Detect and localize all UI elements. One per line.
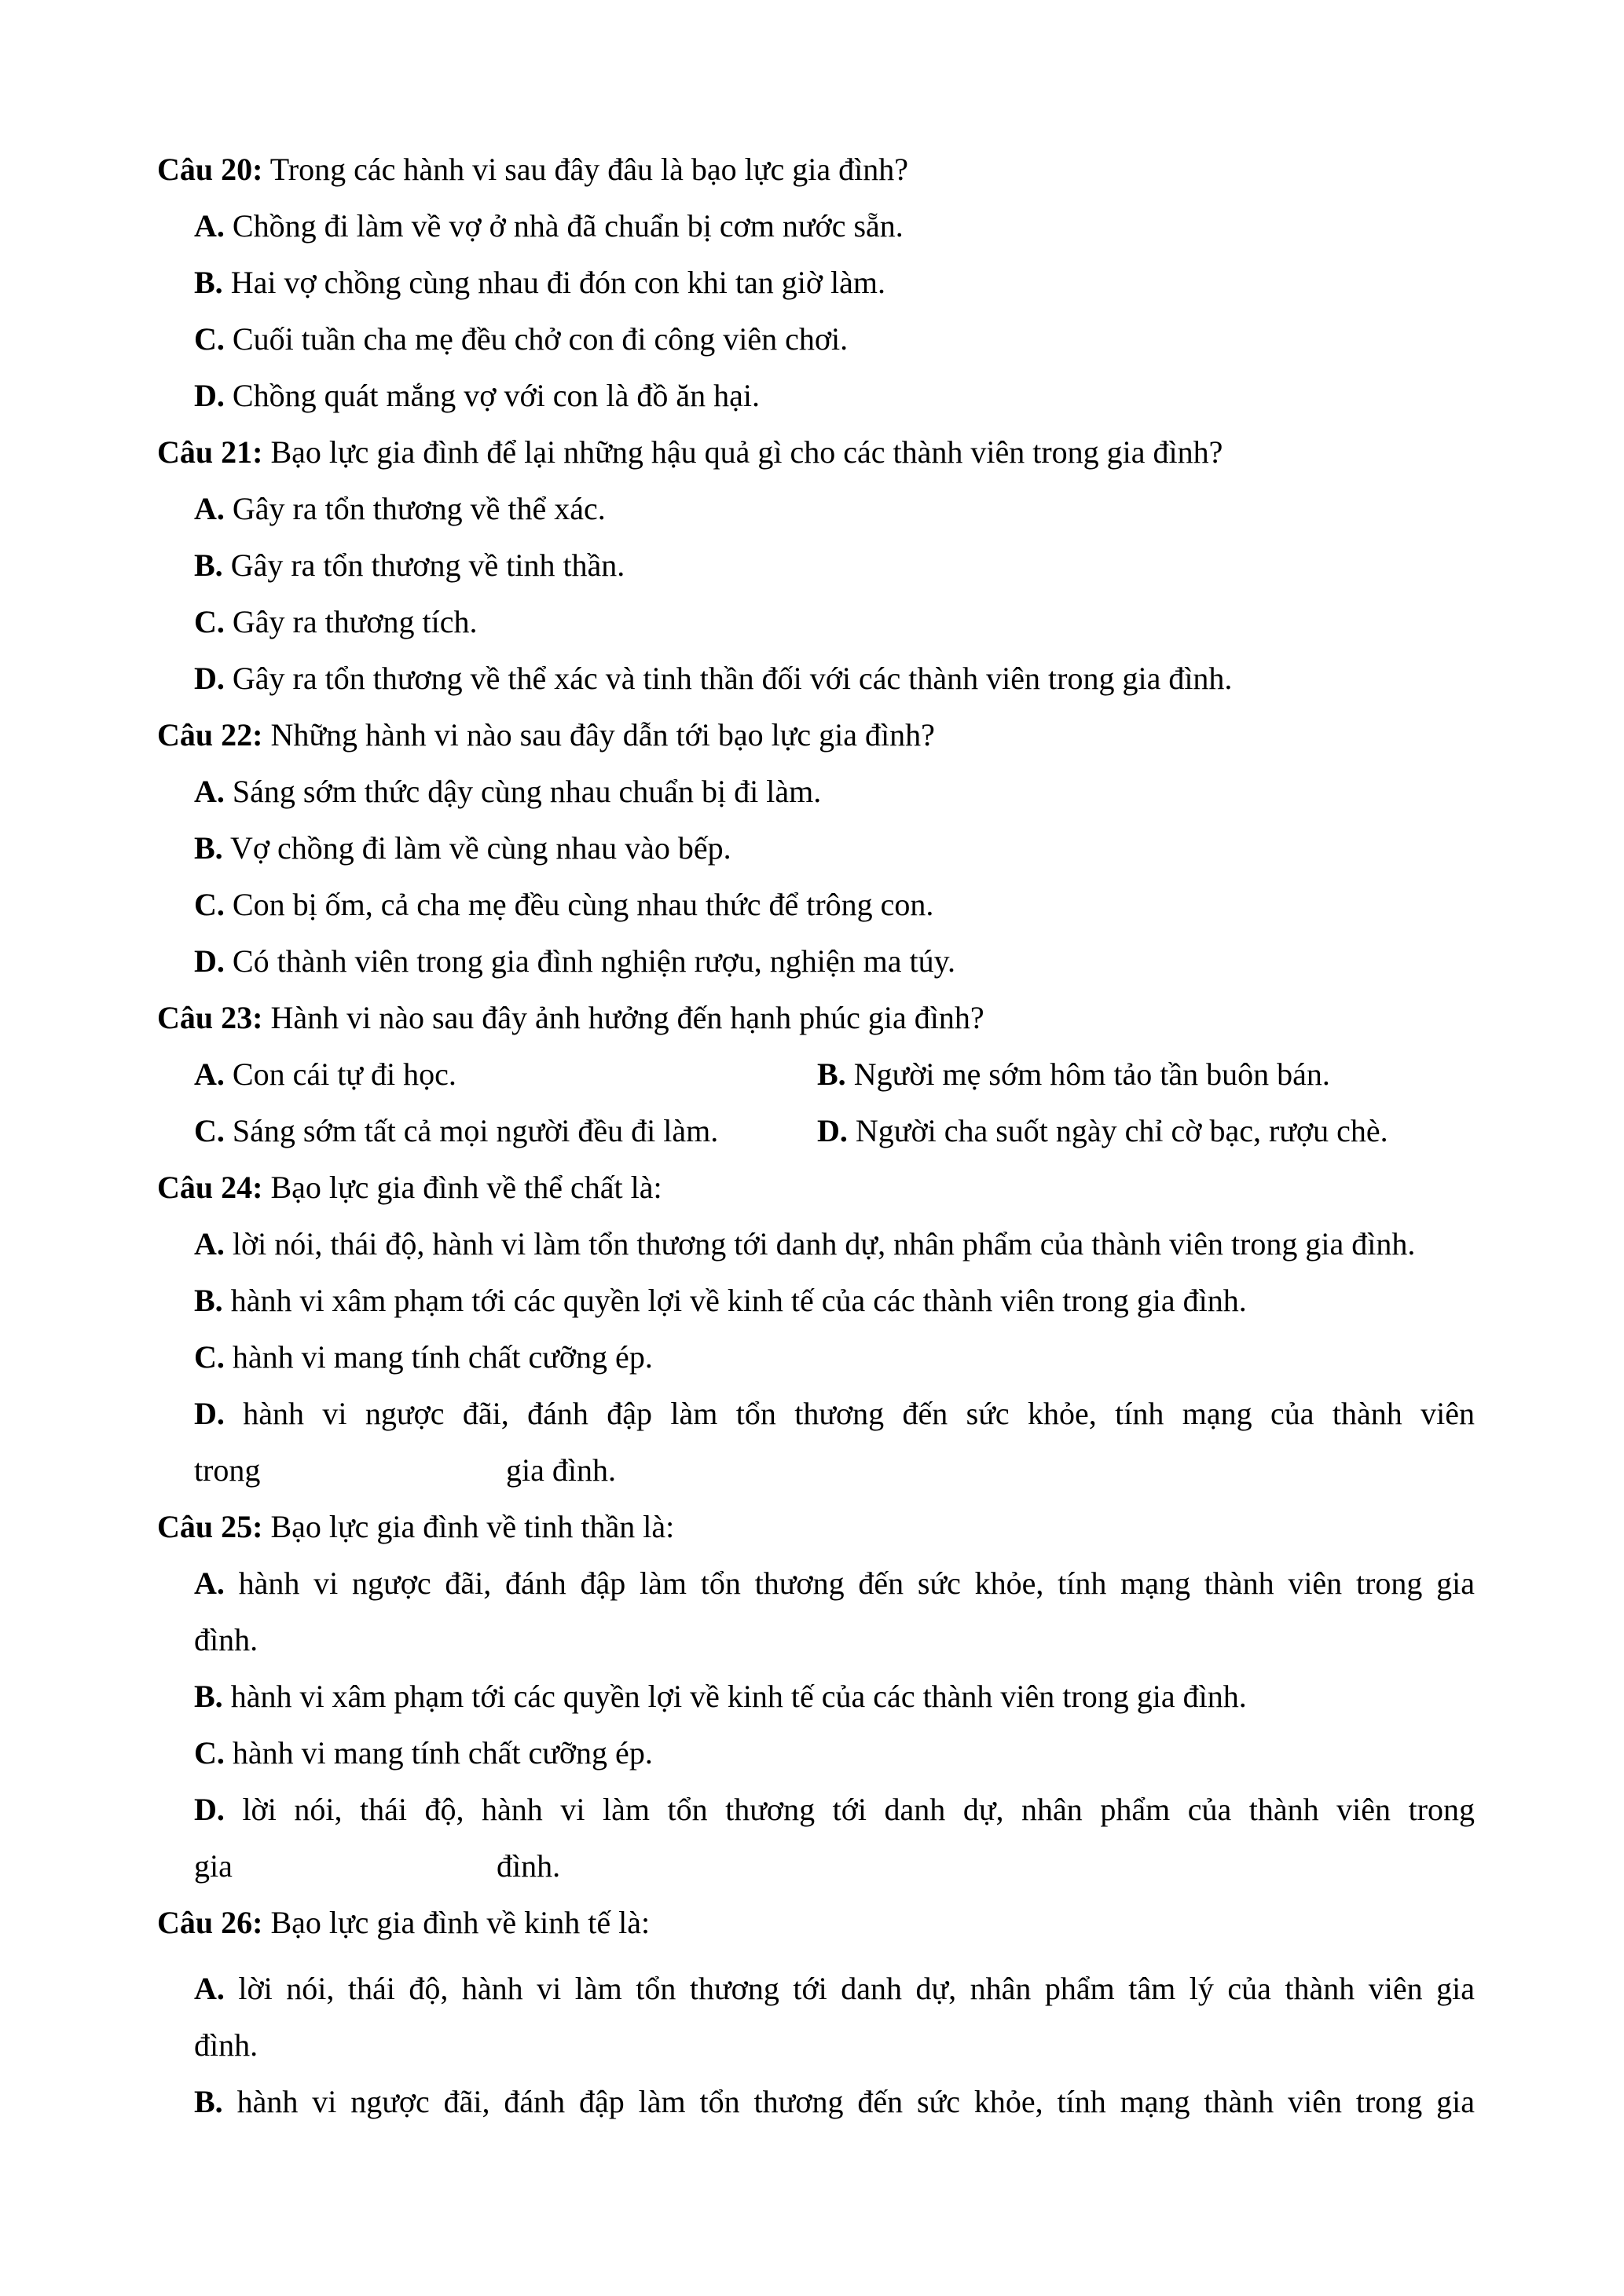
option-20-b [194, 264, 885, 302]
question-23 [157, 999, 984, 1037]
option-key: A. [194, 1971, 225, 2006]
question-26 [157, 1904, 650, 1942]
option-text: hành vi mang tính chất cưỡng ép. [232, 1339, 653, 1375]
option-text: Gây ra tổn thương về thể xác. [232, 491, 606, 526]
option-key: C. [194, 1113, 225, 1148]
option-text: hành vi xâm phạm tới các quyền lợi về kinh tế của các thành viên trong gia đình. [230, 1283, 1247, 1318]
option-24-d [194, 1395, 1475, 1433]
option-key: B. [194, 1679, 223, 1714]
option-24-c [194, 1338, 653, 1376]
option-text: hành vi ngược đãi, đánh đập làm tổn thương đến sức khỏe, tính mạng thành viên trong gia [236, 2084, 1476, 2119]
question-24 [157, 1169, 662, 1207]
option-text: Chồng đi làm về vợ ở nhà đã chuẩn bị cơm nước sẵn. [232, 208, 904, 244]
option-21-a [194, 490, 606, 528]
option-23-b [817, 1056, 1330, 1093]
option-text: Gây ra tổn thương về thể xác và tinh thần đối với các thành viên trong gia đình. [232, 661, 1233, 696]
question-text: Hành vi nào sau đây ảnh hưởng đến hạnh phúc gia đình? [270, 1000, 984, 1035]
option-26-a [194, 1970, 1475, 2008]
option-key: B. [194, 1283, 223, 1318]
option-key: C. [194, 321, 225, 357]
option-key: B. [194, 830, 223, 866]
option-24-d-continuation [194, 1452, 260, 1489]
option-20-a [194, 207, 904, 245]
option-21-c [194, 603, 478, 641]
question-label: Câu 21: [157, 434, 263, 470]
question-text: Trong các hành vi sau đây đâu là bạo lực gia đình? [269, 152, 908, 187]
option-continuation: gia đình. [506, 1452, 616, 1488]
option-key: A. [194, 774, 225, 809]
option-22-b [194, 829, 731, 867]
option-23-d [817, 1112, 1388, 1150]
question-text: Những hành vi nào sau đây dẫn tới bạo lực gia đình? [270, 717, 935, 753]
question-label: Câu 24: [157, 1170, 263, 1205]
option-key: C. [194, 887, 225, 922]
option-24-d-continuation-2 [506, 1452, 616, 1489]
option-text: hành vi xâm phạm tới các quyền lợi về kinh tế của các thành viên trong gia đình. [230, 1679, 1247, 1714]
question-label: Câu 26: [157, 1905, 263, 1940]
option-key: B. [194, 265, 223, 300]
option-22-c [194, 886, 933, 924]
question-21 [157, 434, 1223, 471]
option-text: Cuối tuần cha mẹ đều chở con đi công viên chơi. [232, 321, 849, 357]
option-25-d-continuation-2 [497, 1847, 560, 1885]
question-text: Bạo lực gia đình về kinh tế là: [270, 1905, 651, 1940]
option-key: C. [194, 1339, 225, 1375]
option-key: B. [194, 547, 223, 583]
question-text: Bạo lực gia đình về thể chất là: [270, 1170, 662, 1205]
option-continuation: đình. [194, 2027, 258, 2063]
option-23-a [194, 1056, 456, 1093]
option-key: D. [194, 661, 225, 696]
question-label: Câu 22: [157, 717, 263, 753]
option-22-a [194, 773, 821, 811]
option-text: Sáng sớm tất cả mọi người đều đi làm. [232, 1113, 719, 1148]
option-24-a [194, 1225, 1415, 1263]
option-25-d [194, 1791, 1475, 1829]
option-25-a [194, 1565, 1475, 1602]
question-22 [157, 716, 935, 754]
option-key: A. [194, 1565, 225, 1601]
option-key: C. [194, 1735, 225, 1771]
option-text: Con cái tự đi học. [232, 1056, 456, 1092]
option-key: A. [194, 491, 225, 526]
option-text: hành vi ngược đãi, đánh đập làm tổn thương đến sức khỏe, tính mạng thành viên trong gia [238, 1565, 1475, 1601]
option-key: D. [817, 1113, 848, 1148]
option-text: lời nói, thái độ, hành vi làm tổn thương tới danh dự, nhân phẩm của thành viên trong gia đình. [232, 1226, 1416, 1262]
option-continuation: đình. [194, 1622, 258, 1657]
option-key: D. [194, 378, 225, 413]
option-20-d [194, 377, 760, 415]
option-text: Sáng sớm thức dậy cùng nhau chuẩn bị đi làm. [232, 774, 822, 809]
option-26-a-continuation [194, 2027, 258, 2064]
option-text: Hai vợ chồng cùng nhau đi đón con khi tan giờ làm. [230, 265, 885, 300]
option-key: B. [817, 1056, 846, 1092]
option-key: C. [194, 604, 225, 639]
option-23-c [194, 1112, 718, 1150]
option-continuation: trong [194, 1452, 261, 1488]
option-text: lời nói, thái độ, hành vi làm tổn thương tới danh dự, nhân phẩm của thành viên trong [242, 1792, 1476, 1827]
question-text: Bạo lực gia đình để lại những hậu quả gì cho các thành viên trong gia đình? [270, 434, 1223, 470]
question-label: Câu 23: [157, 1000, 263, 1035]
option-text: lời nói, thái độ, hành vi làm tổn thương tới danh dự, nhân phẩm tâm lý của thành viên gia [238, 1971, 1476, 2006]
question-label: Câu 25: [157, 1509, 263, 1544]
option-22-d [194, 943, 955, 980]
question-label: Câu 20: [157, 152, 263, 187]
option-text: Vợ chồng đi làm về cùng nhau vào bếp. [229, 830, 731, 866]
option-25-d-continuation [194, 1847, 233, 1885]
option-text: Con bị ốm, cả cha mẹ đều cùng nhau thức để trông con. [232, 887, 934, 922]
option-26-b [194, 2083, 1475, 2121]
option-20-c [194, 320, 848, 358]
option-25-b [194, 1678, 1247, 1716]
option-text: Gây ra thương tích. [232, 604, 478, 639]
option-text: Gây ra tổn thương về tinh thần. [230, 547, 625, 583]
question-text: Bạo lực gia đình về tinh thần là: [270, 1509, 675, 1544]
option-25-a-continuation [194, 1621, 258, 1659]
option-key: A. [194, 208, 225, 244]
option-21-d [194, 660, 1232, 698]
option-key: A. [194, 1226, 225, 1262]
option-continuation: đình. [497, 1848, 561, 1884]
option-25-c [194, 1734, 653, 1772]
option-24-b [194, 1282, 1247, 1320]
option-key: A. [194, 1056, 225, 1092]
option-text: Chồng quát mắng vợ với con là đồ ăn hại. [232, 378, 760, 413]
option-key: D. [194, 1396, 225, 1431]
option-key: D. [194, 943, 225, 979]
option-key: D. [194, 1792, 225, 1827]
question-20 [157, 151, 908, 189]
option-21-b [194, 547, 625, 584]
option-text: Người cha suốt ngày chỉ cờ bạc, rượu chè. [855, 1113, 1388, 1148]
option-text: Người mẹ sớm hôm tảo tần buôn bán. [853, 1056, 1330, 1092]
option-text: hành vi ngược đãi, đánh đập làm tổn thương đến sức khỏe, tính mạng của thành viên [243, 1396, 1476, 1431]
question-25 [157, 1508, 674, 1546]
option-text: hành vi mang tính chất cưỡng ép. [232, 1735, 653, 1771]
option-key: B. [194, 2084, 223, 2119]
option-continuation: gia [194, 1848, 233, 1884]
option-text: Có thành viên trong gia đình nghiện rượu, nghiện ma túy. [232, 943, 955, 979]
